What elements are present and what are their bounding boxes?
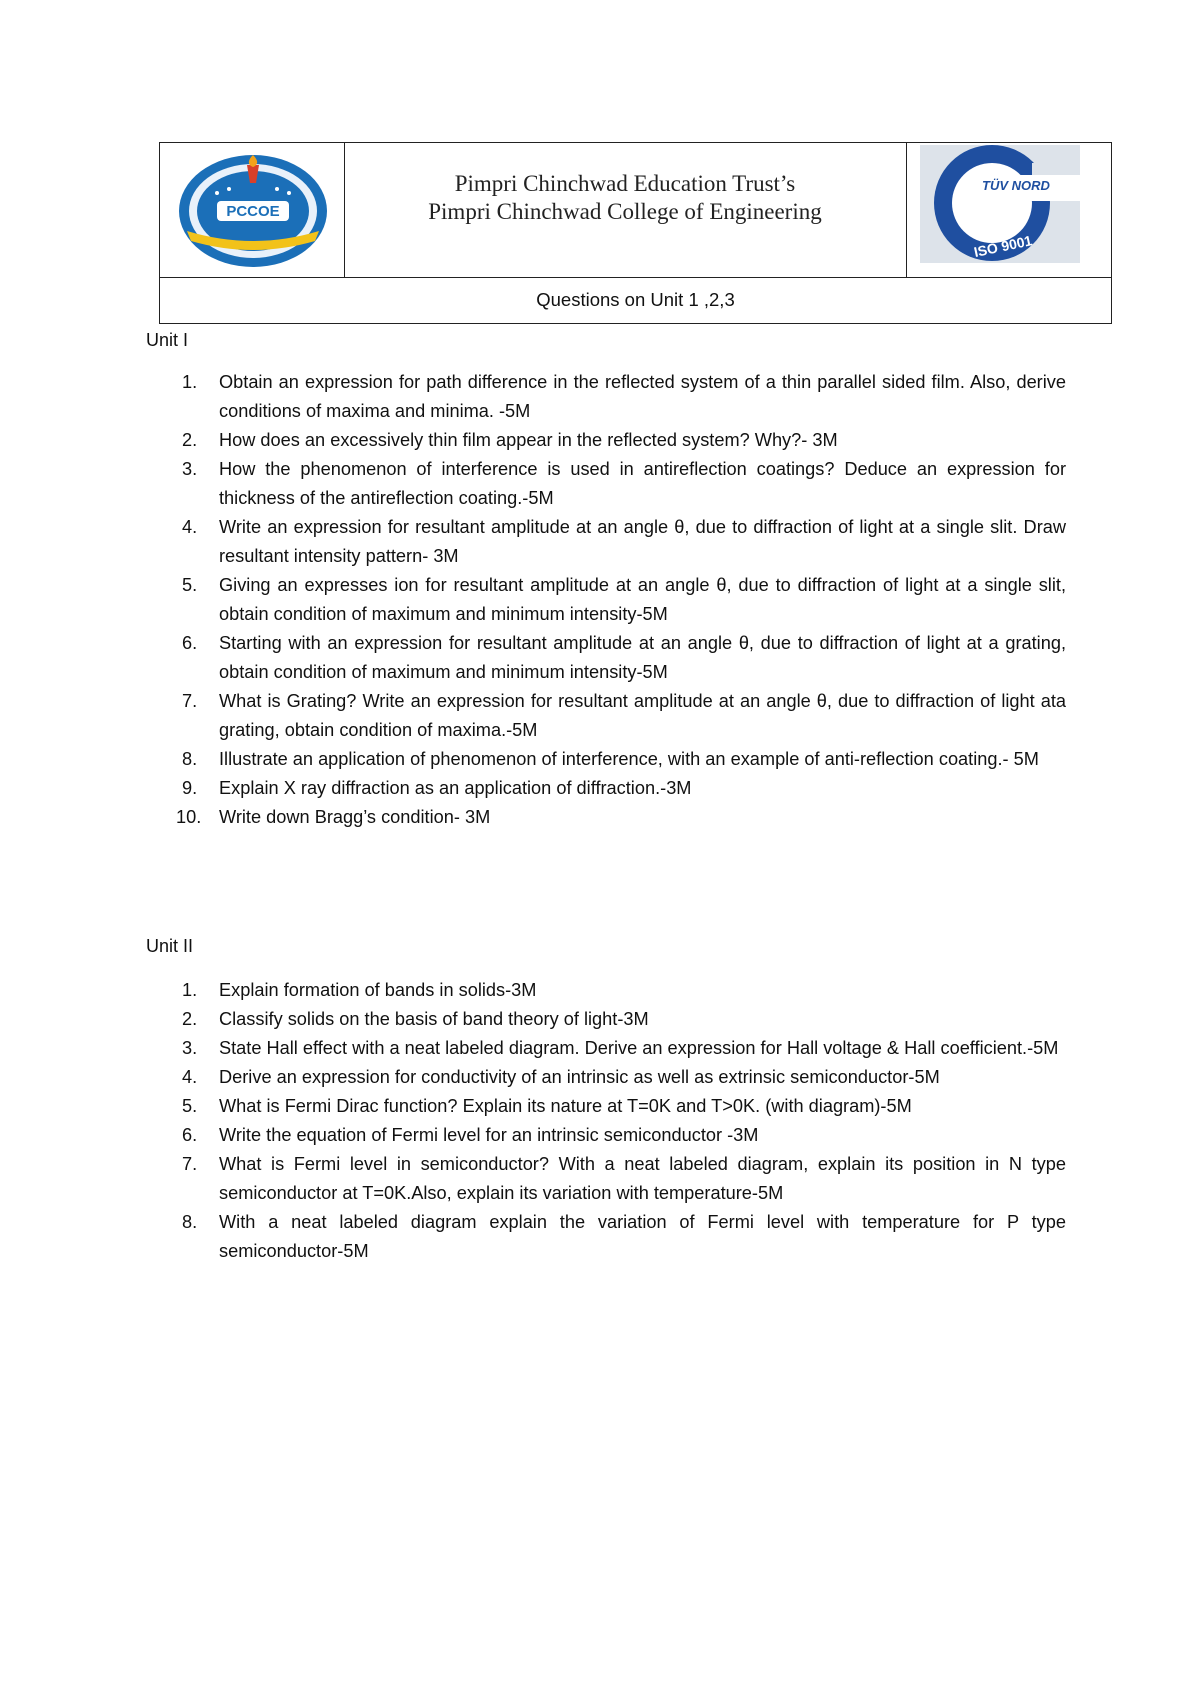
- question-item: [146, 426, 1066, 455]
- question-text: Write the equation of Fermi level for an intrinsic semiconductor -3M: [219, 1125, 759, 1145]
- question-item: [146, 745, 1066, 774]
- question-number: 6.: [182, 1125, 198, 1145]
- question-item: [146, 1092, 1066, 1121]
- college-name: Pimpri Chinchwad College of Engineering: [428, 199, 822, 224]
- question-number: 2.: [182, 430, 198, 450]
- header-table: [159, 142, 1112, 324]
- question-number: 2.: [182, 1009, 198, 1029]
- question-item: [146, 629, 1066, 687]
- question-number: 8.: [182, 749, 198, 769]
- question-number: 9.: [182, 778, 198, 798]
- question-text: Obtain an expression for path difference in the reflected system of a thin parallel sided film. Also, derive conditions of maxima and minima. -5M: [219, 372, 1066, 421]
- question-item: [146, 687, 1066, 745]
- question-number: 5.: [182, 1096, 198, 1116]
- unit-heading: Unit II: [146, 936, 194, 956]
- question-item: [146, 1005, 1066, 1034]
- question-number: 3.: [182, 459, 198, 479]
- question-number: 10.: [176, 807, 202, 827]
- unit-heading: Unit I: [146, 330, 189, 350]
- question-item: [146, 1208, 1066, 1266]
- question-number: 8.: [182, 1212, 198, 1232]
- iso-certification-logo-icon: [920, 145, 1080, 263]
- question-text: Write an expression for resultant amplitude at an angle θ, due to diffraction of light at a single slit. Draw resultant intensity pattern- 3M: [219, 517, 1066, 566]
- question-text: Classify solids on the basis of band theory of light-3M: [219, 1009, 649, 1029]
- question-text: Write down Bragg’s condition- 3M: [219, 807, 491, 827]
- question-number: 4.: [182, 517, 198, 537]
- tuv-nord-text: TÜV NORD: [982, 178, 1050, 193]
- question-item: [146, 1034, 1066, 1063]
- question-text: Illustrate an application of phenomenon of interference, with an example of anti-reflection coating.- 5M: [219, 749, 1039, 769]
- question-number: 1.: [182, 372, 198, 392]
- pccoe-logo-icon: [177, 153, 329, 269]
- question-text: How does an excessively thin film appear in the reflected system? Why?- 3M: [219, 430, 838, 450]
- iso-9001-text: ISO 9001: [972, 232, 1034, 261]
- question-number: 5.: [182, 575, 198, 595]
- question-item: [146, 1121, 1066, 1150]
- question-item: [146, 368, 1066, 426]
- question-text: What is Fermi Dirac function? Explain its nature at T=0K and T>0K. (with diagram)-5M: [219, 1096, 912, 1116]
- header-row-top: [160, 143, 1111, 278]
- question-number: 4.: [182, 1067, 198, 1087]
- question-item: [146, 976, 1066, 1005]
- document-subtitle: Questions on Unit 1 ,2,3: [536, 289, 735, 310]
- question-item: [146, 513, 1066, 571]
- question-number: 7.: [182, 691, 198, 711]
- question-text: How the phenomenon of interference is used in antireflection coatings? Deduce an expression for thickness of the antireflection coating.-5M: [219, 459, 1066, 508]
- question-item: [146, 803, 1066, 832]
- question-item: [146, 1150, 1066, 1208]
- question-number: 1.: [182, 980, 198, 1000]
- logo-cell: [160, 143, 345, 277]
- question-text: Explain formation of bands in solids-3M: [219, 980, 537, 1000]
- question-item: [146, 455, 1066, 513]
- question-text: Explain X ray diffraction as an application of diffraction.-3M: [219, 778, 692, 798]
- title-cell: [344, 143, 907, 277]
- question-list-unit-2: [146, 976, 1066, 1266]
- question-number: 6.: [182, 633, 198, 653]
- question-text: Derive an expression for conductivity of an intrinsic as well as extrinsic semiconductor-5M: [219, 1067, 940, 1087]
- pccoe-logo-text: PCCOE: [226, 203, 280, 220]
- question-text: With a neat labeled diagram explain the variation of Fermi level with temperature for P type semiconductor-5M: [219, 1212, 1066, 1261]
- question-text: What is Fermi level in semiconductor? With a neat labeled diagram, explain its position in N type semiconductor at T=0K.Also, explain its variation with temperature-5M: [219, 1154, 1066, 1203]
- question-item: [146, 774, 1066, 803]
- question-number: 7.: [182, 1154, 198, 1174]
- question-item: [146, 571, 1066, 629]
- trust-name: Pimpri Chinchwad Education Trust’s: [454, 171, 796, 196]
- question-number: 3.: [182, 1038, 198, 1058]
- question-text: State Hall effect with a neat labeled diagram. Derive an expression for Hall voltage & Hall coefficient.-5M: [219, 1038, 1059, 1058]
- question-text: What is Grating? Write an expression for resultant amplitude at an angle θ, due to diffraction of light ata grating, obtain condition of maxima.-5M: [219, 691, 1066, 740]
- iso-logo-cell: [906, 143, 1111, 277]
- question-list-unit-1: [146, 368, 1066, 832]
- question-text: Giving an expresses ion for resultant amplitude at an angle θ, due to diffraction of light at a single slit, obtain condition of maximum and minimum intensity-5M: [219, 575, 1066, 624]
- question-item: [146, 1063, 1066, 1092]
- question-text: Starting with an expression for resultant amplitude at an angle θ, due to diffraction of light at a grating, obtain condition of maximum and minimum intensity-5M: [219, 633, 1066, 682]
